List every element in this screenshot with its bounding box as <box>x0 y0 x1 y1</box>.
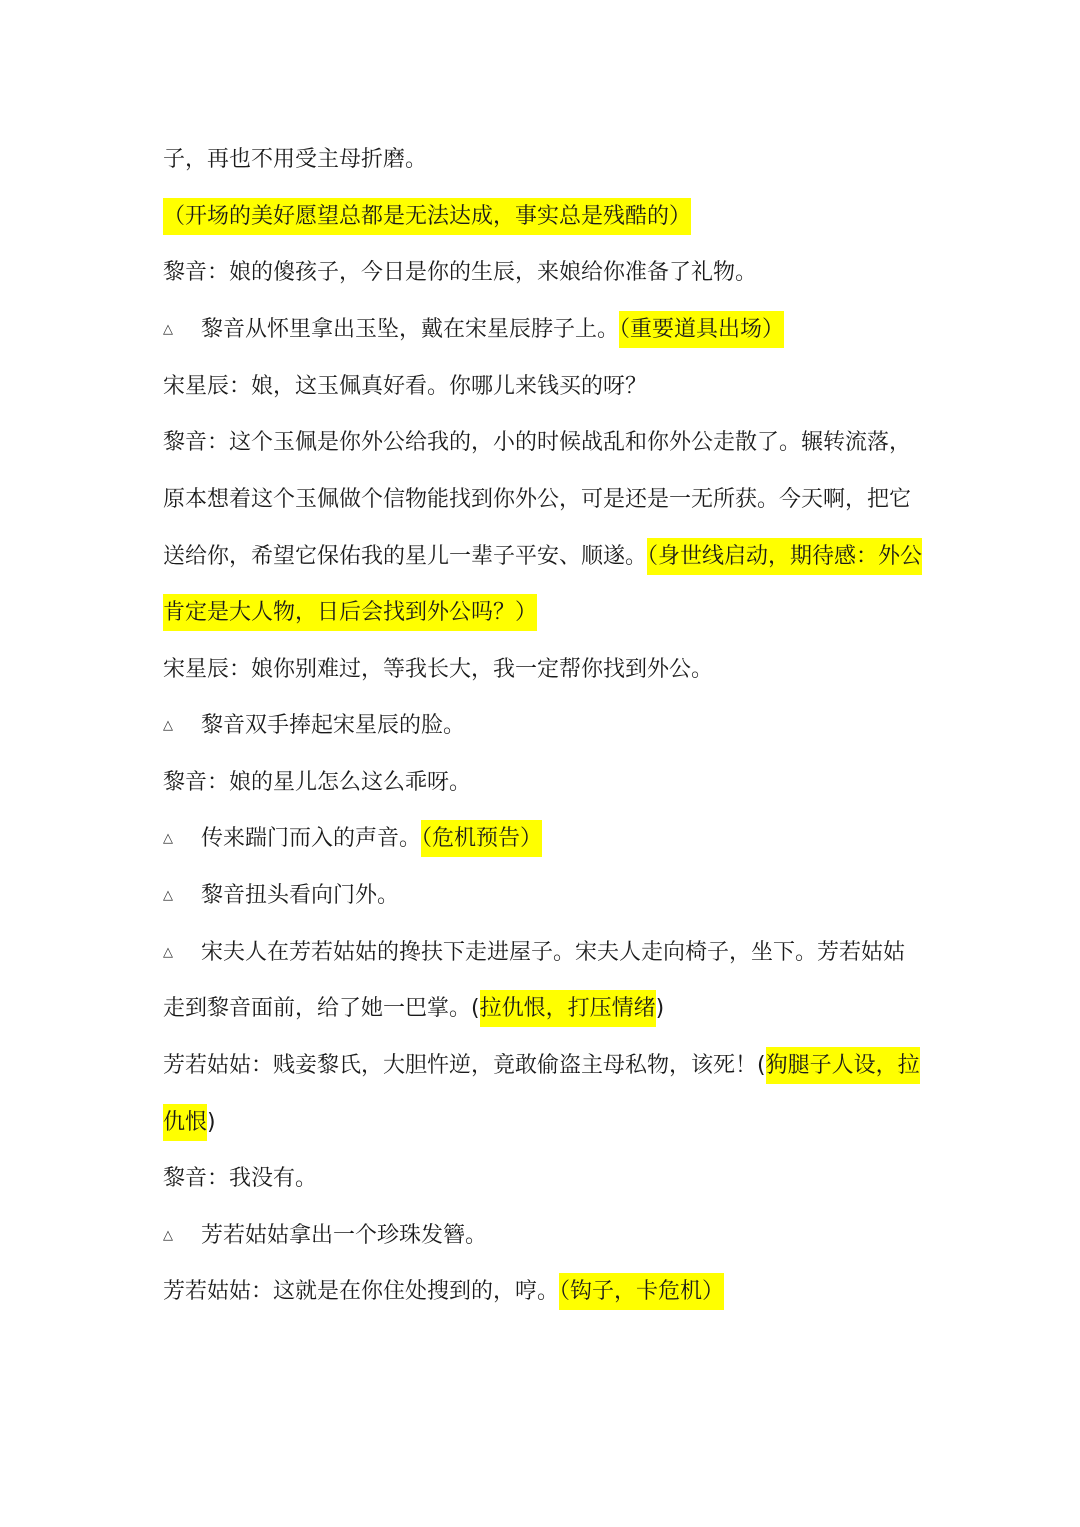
highlighted-note: （钩子，卡危机） <box>559 1273 724 1310</box>
line-text: 送给你，希望它保佑我的星儿一辈子平安、顺遂。 <box>163 544 648 569</box>
line-text: 黎音：我没有。 <box>163 1166 318 1191</box>
script-line <box>163 1151 923 1207</box>
line-text: 宋夫人在芳若姑姑的搀扶下走进屋子。宋夫人走向椅子，坐下。芳若姑姑 <box>201 940 906 965</box>
line-text: 传来踹门而入的声音。 <box>201 826 422 851</box>
highlighted-note: 狗腿子人设，拉 <box>766 1047 920 1084</box>
line-text: 黎音双手捧起宋星辰的脸。 <box>201 713 466 738</box>
line-text: 原本想着这个玉佩做个信物能找到你外公，可是还是一无所获。今天啊，把它 <box>163 487 912 512</box>
highlighted-note: （危机预告） <box>421 820 542 857</box>
triangle-marker-icon: △ <box>163 831 173 846</box>
highlighted-note: 仇恨 <box>163 1104 207 1141</box>
script-line <box>163 1095 923 1151</box>
line-text: 走到黎音面前，给了她一巴掌。( <box>163 996 480 1021</box>
script-line <box>163 1264 923 1320</box>
highlighted-note: （开场的美好愿望总都是无法达成，事实总是残酷的） <box>163 198 691 235</box>
line-text: 宋星辰：娘你别难过，等我长大，我一定帮你找到外公。 <box>163 657 714 682</box>
highlighted-note: 肯定是大人物，日后会找到外公吗？） <box>163 594 537 631</box>
highlighted-note: （身世线启动，期待感：外公 <box>647 538 922 575</box>
triangle-marker-icon: △ <box>163 322 173 337</box>
line-text: 芳若姑姑拿出一个珍珠发簪。 <box>201 1223 488 1248</box>
line-text: 宋星辰：娘，这玉佩真好看。你哪儿来钱买的呀？ <box>163 374 648 399</box>
highlighted-note: （重要道具出场） <box>619 311 784 348</box>
script-line <box>163 698 923 754</box>
script-line <box>163 585 923 641</box>
line-text: 芳若姑姑：贱妾黎氏，大胆忤逆，竟敢偷盗主母私物，该死！( <box>163 1053 766 1078</box>
script-line <box>163 132 923 188</box>
line-text: 黎音扭头看向门外。 <box>201 883 400 908</box>
line-suffix: ) <box>207 1110 216 1135</box>
triangle-marker-icon: △ <box>163 945 173 960</box>
line-text: 芳若姑姑：这就是在你住处搜到的，哼。 <box>163 1279 560 1304</box>
script-line <box>163 868 923 924</box>
script-line <box>163 981 923 1037</box>
script-line <box>163 472 923 528</box>
line-text: 黎音从怀里拿出玉坠，戴在宋星辰脖子上。 <box>201 317 620 342</box>
script-line <box>163 189 923 245</box>
script-line <box>163 1038 923 1094</box>
script-line <box>163 302 923 358</box>
script-line <box>163 642 923 698</box>
script-line <box>163 359 923 415</box>
script-line <box>163 245 923 301</box>
script-line <box>163 529 923 585</box>
line-suffix: ) <box>655 996 665 1021</box>
script-line <box>163 1208 923 1264</box>
script-line <box>163 811 923 867</box>
script-line <box>163 415 923 471</box>
triangle-marker-icon: △ <box>163 718 173 733</box>
script-line <box>163 755 923 811</box>
triangle-marker-icon: △ <box>163 888 173 903</box>
script-line <box>163 925 923 981</box>
line-text: 黎音：娘的傻孩子，今日是你的生辰，来娘给你准备了礼物。 <box>163 260 758 285</box>
line-text: 黎音：娘的星儿怎么这么乖呀。 <box>163 770 472 795</box>
line-text: 黎音：这个玉佩是你外公给我的，小的时候战乱和你外公走散了。辗转流落， <box>163 430 912 455</box>
highlighted-note: 拉仇恨，打压情绪 <box>480 990 656 1027</box>
triangle-marker-icon: △ <box>163 1228 173 1243</box>
line-text: 子，再也不用受主母折磨。 <box>163 147 428 172</box>
